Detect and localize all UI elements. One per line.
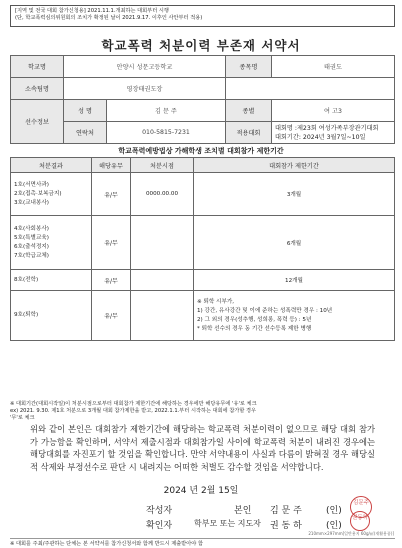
confirm-stamp: 권동하	[350, 511, 370, 531]
confirm-role: 학부모 또는 지도자	[194, 519, 261, 528]
writer-stamp: 김문주	[350, 496, 372, 518]
row-4-check-text: 유/무	[104, 313, 118, 320]
grade-label: 종별	[225, 100, 271, 122]
limit-line-4: * 퇴학 선수의 경우 동 기간 선수등록 제한 병행	[197, 325, 312, 332]
row-4-items	[11, 291, 92, 341]
header-date: 처분시점	[131, 158, 194, 173]
row-4-check[interactable]	[92, 291, 131, 341]
blank-cell	[225, 78, 394, 100]
row-1-limit: 3개월	[194, 173, 395, 216]
row-1-check[interactable]	[92, 173, 131, 216]
school-value: 안양시 성문고등학교	[64, 56, 226, 78]
grade-value: 여 고3	[271, 100, 394, 122]
team-label: 소속팀명	[11, 78, 64, 100]
row-2-items	[11, 216, 92, 270]
writer-label: 작성자	[146, 506, 173, 516]
competition-name-value: :제23회 여성가족부장관기대회	[294, 124, 379, 132]
restriction-subtitle: 학교폭력예방법상 가해학생 조치별 대회참가 제한기간	[118, 147, 284, 155]
confirm-name[interactable]: 권 동 하	[270, 521, 302, 531]
signing-date: 2024 년 2월 15일	[163, 486, 239, 496]
restriction-table	[10, 157, 395, 341]
team-value: 영장태권도장	[64, 78, 226, 100]
row-2-date	[131, 216, 194, 270]
contact-value: 010-5815-7231	[107, 122, 226, 144]
competition-name-label: 대회명	[274, 124, 293, 132]
row-1-check-text: 유/무	[104, 191, 118, 199]
header-result: 처분결과	[11, 158, 92, 173]
writer-role: 본인	[234, 506, 252, 516]
writer-seal: (인)	[326, 506, 342, 516]
athlete-label: 선수정보	[11, 100, 64, 144]
item-6: 6호(출석정지)	[14, 243, 49, 250]
name-value: 김 문 주	[107, 100, 226, 122]
notice-line-2: (단, 학교폭력심의위원회의 조치가 확정된 날이 2021.9.17. 이후인 사안부터 적용)	[15, 15, 203, 21]
limit-line-1: ※ 퇴학 시부가,	[197, 298, 235, 305]
item-8: 8호(전학)	[14, 276, 39, 283]
bottom-note: ※ 대회를 주최/주관하는 단체는 본 서약서를 참가신청서와 함께 반드시 제출받아야 함	[10, 538, 395, 547]
row-3-date	[131, 270, 194, 291]
row-4-date	[131, 291, 194, 341]
row-3-check[interactable]	[92, 270, 131, 291]
confirm-label: 확인자	[146, 521, 173, 531]
competition-period-value: : 2024년 3월7일~10일	[298, 133, 366, 141]
header-check: 해당유무	[92, 158, 131, 173]
competition-period-label: 대회기간	[274, 133, 299, 141]
row-4-limit	[194, 291, 395, 341]
competition-name-row	[275, 124, 394, 133]
competition-info	[271, 122, 394, 144]
notice-line-1: [지역 및 전국 대회 참가신청용] 2021.11.1.개최하는 대회부터 시행	[15, 8, 169, 14]
footnote-line-1: ※ 대회기간(대회시작일)이 처분시점으로부터 대회참가 제한기간에 해당하는 경우에만 해당유무에 '유'로 체크	[10, 401, 257, 407]
competition-label: 적용대회	[225, 122, 271, 144]
event-label: 종목명	[225, 56, 271, 78]
limit-line-2: 1) 강간, 유사강간 및 이에 준하는 성폭력만 경우 : 10년	[197, 307, 333, 314]
header-limit: 대회참가 제한기간	[194, 158, 395, 173]
row-1-date: 0000.00.00	[131, 173, 194, 216]
name-label: 성 명	[64, 100, 107, 122]
confirm-seal: (인)	[326, 521, 342, 531]
event-value: 태권도	[271, 56, 394, 78]
row-3-items	[11, 270, 92, 291]
row-2-limit: 6개월	[194, 216, 395, 270]
notice-box	[10, 5, 395, 27]
contact-label: 연락처	[64, 122, 107, 144]
declaration-text: 위와 같이 본인은 대회참가 제한기간에 해당하는 학교폭력 처분이력이 없으므로 해당 대회 참가가 가능함을 확인하며, 서약서 제출시점과 대회참가일 사이에 학교폭력 처분이 내려진 경우에는 해당대회를 자진포기 할 것임을 확인합니다. 만약 서약내용이 사실과 다름이 밝혀질 경우 해당실적 삭제와 부정선수로 판단 시 내려지는 어떠한 처벌도 감수할 것임을 서약합니다.	[30, 424, 375, 472]
item-2: 2호(접촉·보복금지)	[14, 190, 62, 197]
page-title: 학교폭력 처분이력 부존재 서약서	[101, 38, 301, 53]
row-2-check-text: 유/무	[104, 240, 118, 247]
footnote-line-2: ex) 2021. 9.30. 제1호 처분으로 3개월 대회 참가제한을 받고, 2022.1.1.부터 시작하는 대회에 참가할 경우	[10, 408, 257, 414]
paper-spec: 210mm×297mm[일반용지 60g/㎡(재활용품)]	[308, 531, 394, 536]
athlete-info-table	[10, 55, 395, 144]
school-label: 학교명	[11, 56, 64, 78]
footnote	[10, 401, 395, 422]
row-2-check[interactable]	[92, 216, 131, 270]
row-1-items	[11, 173, 92, 216]
item-3: 3호(교내봉사)	[14, 199, 49, 206]
item-5: 5호(특별교육)	[14, 234, 49, 241]
item-1: 1호(서면사과)	[14, 181, 49, 188]
row-3-limit: 12개월	[194, 270, 395, 291]
item-7: 7호(학급교체)	[14, 252, 49, 259]
limit-line-3: 2) 그 외의 경우(성추행, 성희롱, 폭력 등) : 5년	[197, 316, 312, 323]
row-3-check-text: 유/무	[104, 277, 118, 285]
competition-period-row	[275, 133, 394, 142]
writer-name[interactable]: 김 문 주	[270, 506, 302, 516]
item-4: 4호(사회봉사)	[14, 225, 49, 232]
item-9: 9호(퇴학)	[14, 312, 39, 318]
footnote-line-3: '무'로 체크	[10, 415, 35, 421]
